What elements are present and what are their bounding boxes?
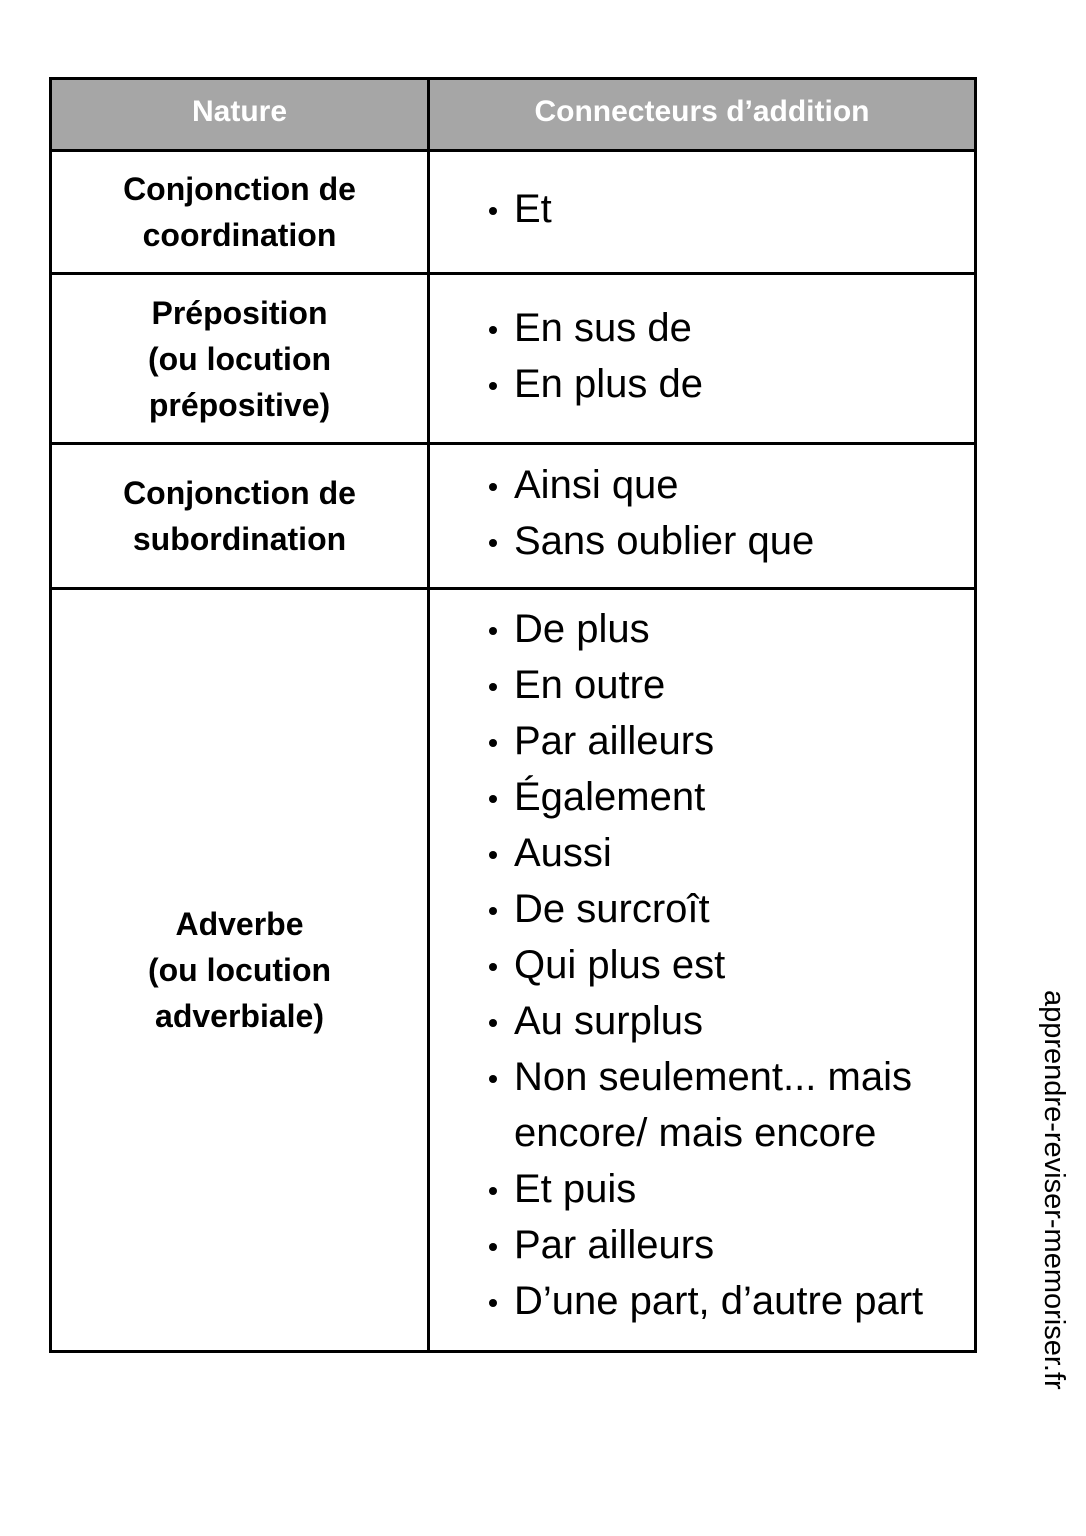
connector-item: Sans oublier que	[488, 513, 954, 569]
connector-item: Par ailleurs	[488, 1217, 954, 1273]
nature-cell	[52, 152, 430, 275]
nature-cell	[52, 590, 430, 1350]
connectors-cell	[430, 152, 974, 275]
connector-item: Qui plus est	[488, 937, 954, 993]
nature-label-line: subordination	[132, 521, 347, 557]
connector-item: Par ailleurs	[488, 713, 954, 769]
connector-item: Non seulement... mais encore/ mais encore	[488, 1049, 954, 1161]
nature-label-line: Conjonction de	[123, 475, 356, 511]
nature-label-line: coordination	[142, 217, 337, 253]
header-nature-label: Nature	[191, 94, 288, 128]
connector-item: Aussi	[488, 825, 954, 881]
connectors-list	[488, 601, 954, 1329]
connectors-list	[488, 457, 954, 569]
nature-cell	[52, 275, 430, 445]
connectors-cell	[430, 590, 974, 1350]
connectors-list	[488, 181, 954, 237]
connector-item: En outre	[488, 657, 954, 713]
connectors-cell	[430, 275, 974, 445]
nature-label-line: Conjonction de	[123, 171, 356, 207]
connector-item: En sus de	[488, 300, 954, 356]
connector-item: En plus de	[488, 356, 954, 412]
connector-item: Au surplus	[488, 993, 954, 1049]
header-connecteurs-label: Connecteurs d’addition	[534, 94, 870, 128]
connector-item: Également	[488, 769, 954, 825]
nature-label-line: prépositive)	[148, 386, 331, 423]
nature-cell	[52, 445, 430, 590]
site-watermark: apprendre-reviser-memoriser.fr	[1038, 990, 1070, 1390]
connectors-list	[488, 300, 954, 412]
connector-item: De plus	[488, 601, 954, 657]
connector-item: D’une part, d’autre part	[488, 1273, 954, 1329]
nature-label-line: Préposition	[151, 294, 328, 331]
connector-item: Ainsi que	[488, 457, 954, 513]
connectors-table	[49, 77, 977, 1353]
nature-label-line: (ou locution	[147, 340, 332, 377]
connectors-cell	[430, 445, 974, 590]
nature-label-line: Adverbe	[175, 906, 304, 942]
connector-item: Et puis	[488, 1161, 954, 1217]
header-nature	[52, 80, 430, 152]
nature-label-line: (ou locution	[147, 952, 332, 988]
nature-label-line: adverbiale)	[155, 998, 324, 1034]
connector-item: Et	[488, 181, 954, 237]
header-connecteurs	[430, 80, 974, 152]
connector-item: De surcroît	[488, 881, 954, 937]
